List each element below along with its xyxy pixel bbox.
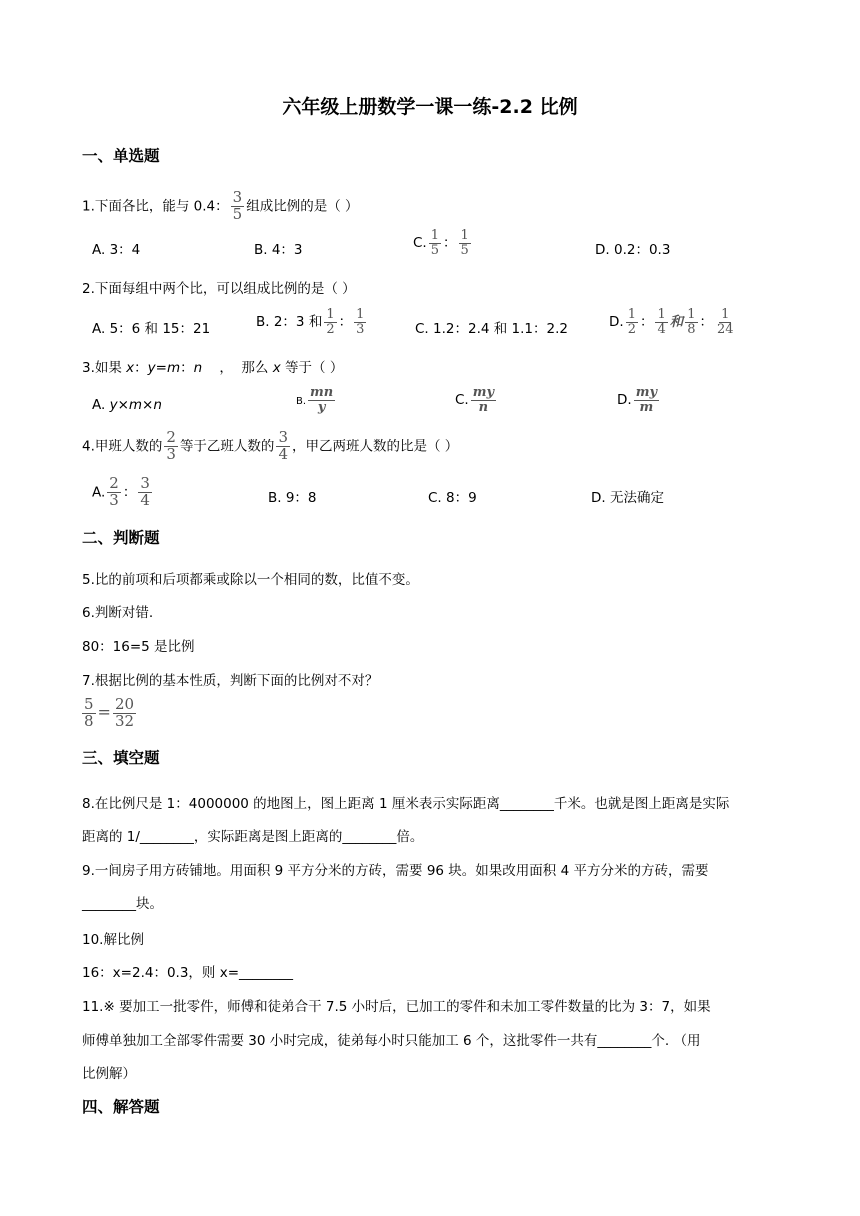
fraction: $\frac{2}{3}$ xyxy=(166,428,176,463)
question-2: 2.下面每组中两个比，可以组成比例的是（ ） xyxy=(82,281,356,297)
question-9-line-2: ________块。 xyxy=(82,896,163,912)
fraction: $\frac{mn}{y}$ xyxy=(310,385,334,415)
fraction: $\frac{1}{5}$ xyxy=(430,228,439,258)
section-heading-fill-in: 三、填空题 xyxy=(82,749,160,767)
q4-option-b[interactable]: B. 9：8 xyxy=(268,490,317,506)
question-11-line-1: 11.※ 要加工一批零件，师傅和徒弟合干 7.5 小时后，已加工的零件和未加工零件数量的比为 3：7，如果 xyxy=(82,999,711,1015)
question-7: 7.根据比例的基本性质，判断下面的比例对不对？ xyxy=(82,673,379,689)
fraction: $\frac{my}{m}$ xyxy=(635,385,657,415)
fraction: $\frac{1}{2}$ xyxy=(326,307,335,337)
question-1-stem-b: 组成比例的是（ ） xyxy=(246,198,359,215)
question-7-equation: $\frac{5}{8}$ = $\frac{20}{32}$ xyxy=(84,695,135,730)
fraction: $\frac{3}{4}$ xyxy=(278,428,288,463)
question-11-line-2: 师傅单独加工全部零件需要 30 小时完成，徒弟每小时只能加工 6 个，这批零件一共有________个. （用 xyxy=(82,1033,701,1049)
q4-option-c[interactable]: C. 8：9 xyxy=(428,490,477,506)
fraction: $\frac{2}{3}$ xyxy=(109,474,119,509)
q1-option-d[interactable]: D. 0.2：0.3 xyxy=(595,242,671,258)
fraction: $\frac{1}{4}$ xyxy=(657,307,666,337)
q1-option-b[interactable]: B. 4：3 xyxy=(254,242,303,258)
question-5: 5.比的前项和后项都乘或除以一个相同的数，比值不变。 xyxy=(82,572,419,588)
section-heading-single-choice: 一、单选题 xyxy=(82,147,160,165)
q2-option-c[interactable]: C. 1.2：2.4 和 1.1：2.2 xyxy=(415,321,568,337)
fraction: $\frac{1}{2}$ xyxy=(627,307,636,337)
question-10: 10.解比例 xyxy=(82,932,144,948)
q2-option-b[interactable]: B. 2：3 和 $\frac{1}{2}$ ： $\frac{1}{3}$ xyxy=(256,307,365,337)
fraction: $\frac{5}{8}$ xyxy=(84,695,94,730)
fraction: $\frac{3}{4}$ xyxy=(140,474,150,509)
fraction: $\frac{1}{24}$ xyxy=(717,307,734,337)
question-4: 4.甲班人数的 $\frac{2}{3}$ 等于乙班人数的 $\frac{3}{4}$ ，甲乙两班人数的比是（ ） xyxy=(82,428,459,463)
q3-option-a[interactable]: A. y×m×n xyxy=(92,397,162,413)
question-6-statement: 80：16=5 是比例 xyxy=(82,639,195,655)
question-11-line-3: 比例解） xyxy=(82,1066,136,1082)
question-10-equation: 16：x=2.4：0.3，则 x=________ xyxy=(82,965,294,981)
question-9-line-1: 9.一间房子用方砖铺地。用面积 9 平方分米的方砖，需要 96 块。如果改用面积 4 平方分米的方砖，需要 xyxy=(82,863,709,879)
section-heading-solve: 四、解答题 xyxy=(82,1098,160,1116)
question-8-line-1: 8.在比例尺是 1：4000000 的地图上，图上距离 1 厘米表示实际距离________千米。也就是图上距离是实际 xyxy=(82,796,730,812)
q3-option-b[interactable]: B. $\frac{mn}{y}$ xyxy=(296,385,334,415)
q1-option-a[interactable]: A. 3：4 xyxy=(92,242,141,258)
q3-option-d[interactable]: D. $\frac{my}{m}$ xyxy=(617,385,657,415)
q1-option-c[interactable]: C. $\frac{1}{5}$ ： $\frac{1}{5}$ xyxy=(413,228,469,258)
q4-option-d[interactable]: D. 无法确定 xyxy=(591,490,664,506)
q2-option-a[interactable]: A. 5：6 和 15：21 xyxy=(92,321,211,337)
fraction: $\frac{1}{3}$ xyxy=(356,307,365,337)
page-title: 六年级上册数学一课一练-2.2 比例 xyxy=(282,96,578,118)
question-3: 3.如果 x：y=m：n ， 那么 x 等于（ ） xyxy=(82,360,344,376)
question-1-stem-a: 1.下面各比，能与 0.4： xyxy=(82,198,229,215)
fraction: $\frac{20}{32}$ xyxy=(114,695,135,730)
question-8-line-2: 距离的 1/________，实际距离是图上距离的________倍。 xyxy=(82,829,424,845)
q2-option-d[interactable]: D. $\frac{1}{2}$ ： $\frac{1}{4}$ 和 $\frac{1}{8}$ ： $\frac{1}{24}$ xyxy=(609,307,734,337)
fraction: $\frac{1}{8}$ xyxy=(687,307,696,337)
fraction: $\frac{3}{5}$ xyxy=(232,188,243,223)
question-6: 6.判断对错. xyxy=(82,605,154,621)
fraction: $\frac{my}{n}$ xyxy=(472,385,495,415)
q4-option-a[interactable]: A. $\frac{2}{3}$ ： $\frac{3}{4}$ xyxy=(92,474,150,509)
q3-option-c[interactable]: C. $\frac{my}{n}$ xyxy=(455,385,495,415)
section-heading-true-false: 二、判断题 xyxy=(82,529,160,547)
fraction: $\frac{1}{5}$ xyxy=(460,228,469,258)
question-1 xyxy=(82,190,359,223)
